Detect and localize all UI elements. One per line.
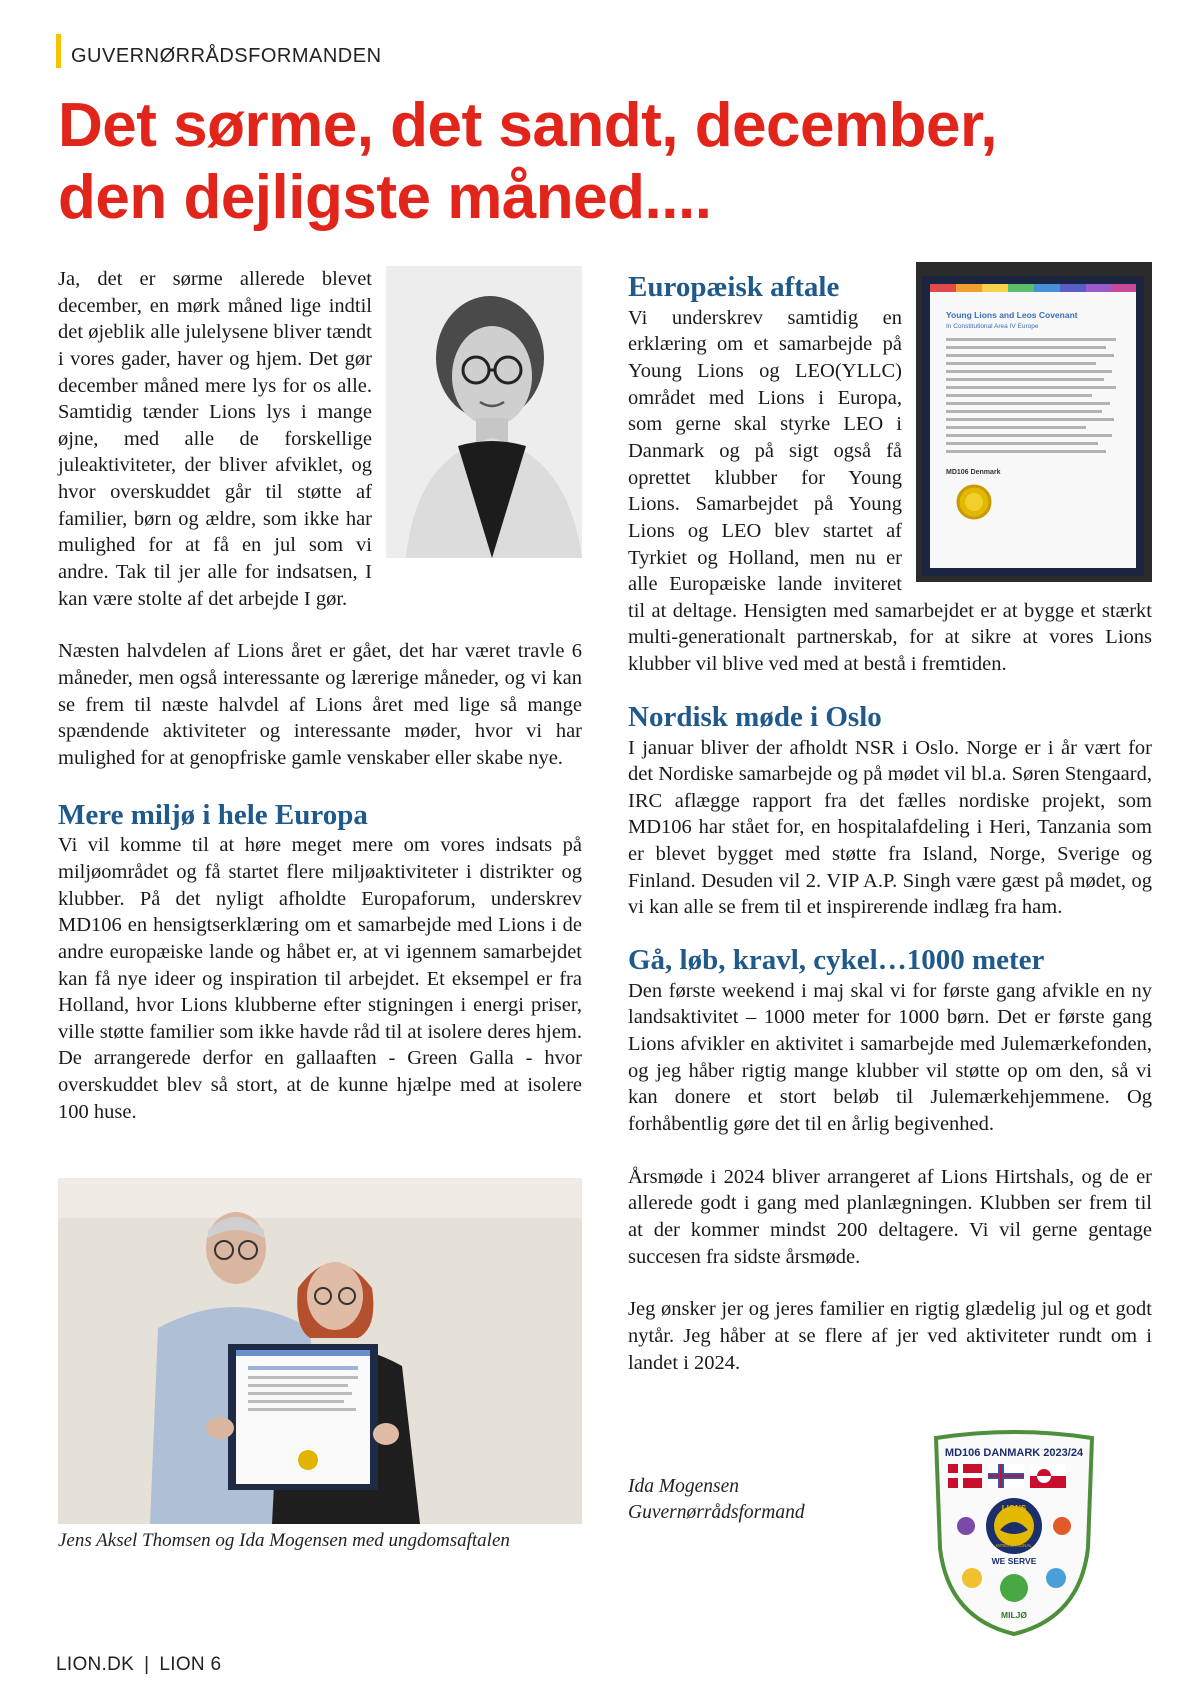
md106-badge — [930, 1428, 1098, 1638]
european-agreement-heading: Europæisk aftale — [628, 271, 840, 303]
european-agreement-paragraph: Vi underskrev samtidig en erklæring om et samarbejde på Young Lions og LEO(YLLC) området med Lions i Europa, som gerne skal styrke LEO i Danmark og på sigt også få oprettet klubber for Young Lions. Samarbejdet på Young Lions og LEO blev startet af Tyrkiet og Holland, men nu er alle Europæiske lande inviteret til at deltage. Hensigten med samarbejdet er at bygge et stærkt multi-generationalt partnerskab, for at sikre at vores Lions klubber vil blive ved med at bestå i fremtiden. — [628, 306, 1152, 676]
signature-title: Guvernørrådsformand — [628, 1502, 805, 1524]
group-photo — [58, 1178, 582, 1524]
environment-paragraph: Vi vil komme til at høre meget mere om vores indsats på miljøområdet og få startet flere miljøaktiviteter i distrikter og klubber. På det nyligt afholdte Europaforum, underskrev MD106 en hensigtserklæring om et samarbejde med Lions i de andre europæiske lande og håbet er, at vi igennem samarbejdet kan få nye ideer og inspiration til arbejdet. Et eksempel er fra Holland, hvor Lions klubberne efter stigningen i energi priser, ville støtte familier som ikke havde råd til at isolere deres hjem. De arrangerede derfor en gallaaften - Green Galla - hvor overskuddet blev så stort, at de kunne hjælpe med at isolere 100 huse. — [58, 834, 582, 1123]
walk-run-heading: Gå, løb, kravl, cykel…1000 meter — [628, 944, 1045, 977]
oslo-meeting-paragraph: I januar bliver der afholdt NSR i Oslo. Norge er i år vært for det Nordiske samarbejde og på mødet vil bl.a. Søren Stengaard, IRC aflægge rapport fra det fælles nordiske projekt, som MD106 har stået for, en hospitalafdeling i Heri, Tanzania som er blevet bygget med støtte fra Island, Norge, Sverige og Finland. Desuden vil 2. VIP A.P. Singh være gæst på mødet, og vi kan alle se frem til et inspirerende indlæg fra ham. — [628, 736, 1152, 919]
badge-motto: WE SERVE — [991, 1556, 1037, 1566]
signature-block — [628, 1474, 805, 1527]
badge-intl-text: INTERNATIONAL — [996, 1543, 1032, 1548]
certificate-photo — [916, 262, 1152, 582]
certificate-signer: MD106 Denmark — [946, 469, 1001, 476]
right-column — [628, 266, 1152, 1376]
certificate-title: Young Lions and Leos Covenant — [946, 310, 1078, 320]
footer-site: LION.DK — [56, 1654, 135, 1675]
signature-name: Ida Mogensen — [628, 1476, 740, 1497]
certificate-subtitle: In Constitutional Area IV Europe — [946, 323, 1039, 330]
article-headline — [58, 90, 1158, 234]
annual-meeting-paragraph: Årsmøde i 2024 bliver arrangeret af Lions Hirtshals, og de er allerede godt i gang med planlægningen. Klubben ser frem til at der kommer mindst 200 deltagere. Vi vil gerne gentage succesen fra sidste årsmøde. — [628, 1165, 1152, 1268]
section-label — [56, 34, 382, 68]
half-year-paragraph: Næsten halvdelen af Lions året er gået, det har været travle 6 måneder, men også interessante og lærerige måneder, og vi kan se frem til næste halvdel af Lions året med lige så mange spændende aktiviteter og interessante møder, hvor vi har mulighed for at genopfriske gamle venskaber eller skabe nye. — [58, 640, 582, 769]
section-label-text: GUVERNØRRÅDSFORMANDEN — [71, 45, 382, 67]
intro-paragraph: Ja, det er sørme allerede blevet december, en mørk måned lige indtil det øjeblik alle julelysene bliver tændt i vores gader, haver og hjem. Det gør december måned mere lys for os alle. Samtidig tænder Lions lys i mange øjne, med alle de forskellige juleaktiviteter, der bliver afviklet, og hvor overskuddet går til støtte af familier, børn og ældre, som ikke har mulighed for at få en jul som vi andre. Tak til jer alle for indsatsen, I kan være stolte af det arbejde I gør. — [58, 268, 372, 610]
walk-run-paragraph: Den første weekend i maj skal vi for første gang afvikle en ny landsaktivitet – 1000 meter for 1000 børn. Det er første gang Lions afvikler en aktivitet i samarbejde med Julemærkefonden, og jeg håber rigtig mange klubber vil støtte op om den, så vi kan donere et stort beløb til Julemærkehjemmene. Og forhåbentlig gøre det til en årlig begivenhed. — [628, 979, 1152, 1136]
portrait-photo — [386, 266, 582, 558]
page-footer — [56, 1654, 221, 1676]
badge-bottom-text: MILJØ — [1001, 1610, 1027, 1620]
oslo-meeting-heading: Nordisk møde i Oslo — [628, 700, 882, 733]
badge-top-text: MD106 DANMARK 2023/24 — [944, 1447, 1084, 1459]
environment-heading: Mere miljø i hele Europa — [58, 798, 368, 831]
headline-line-1: Det sørme, det sandt, december, — [58, 91, 997, 160]
left-column — [58, 266, 582, 1125]
photo-caption: Jens Aksel Thomsen og Ida Mogensen med ungdomsaftalen — [58, 1530, 510, 1551]
season-greeting-paragraph: Jeg ønsker jer og jeres familier en rigtig glædelig jul og et godt nytår. Jeg håber at se flere af jer ved aktiviteter rundt om i landet i 2024. — [628, 1298, 1152, 1374]
badge-lions-text: LIONS — [1001, 1504, 1027, 1513]
headline-line-2: den dejligste måned.... — [58, 162, 712, 232]
footer-separator: | — [144, 1654, 150, 1675]
footer-page: LION 6 — [159, 1654, 222, 1675]
